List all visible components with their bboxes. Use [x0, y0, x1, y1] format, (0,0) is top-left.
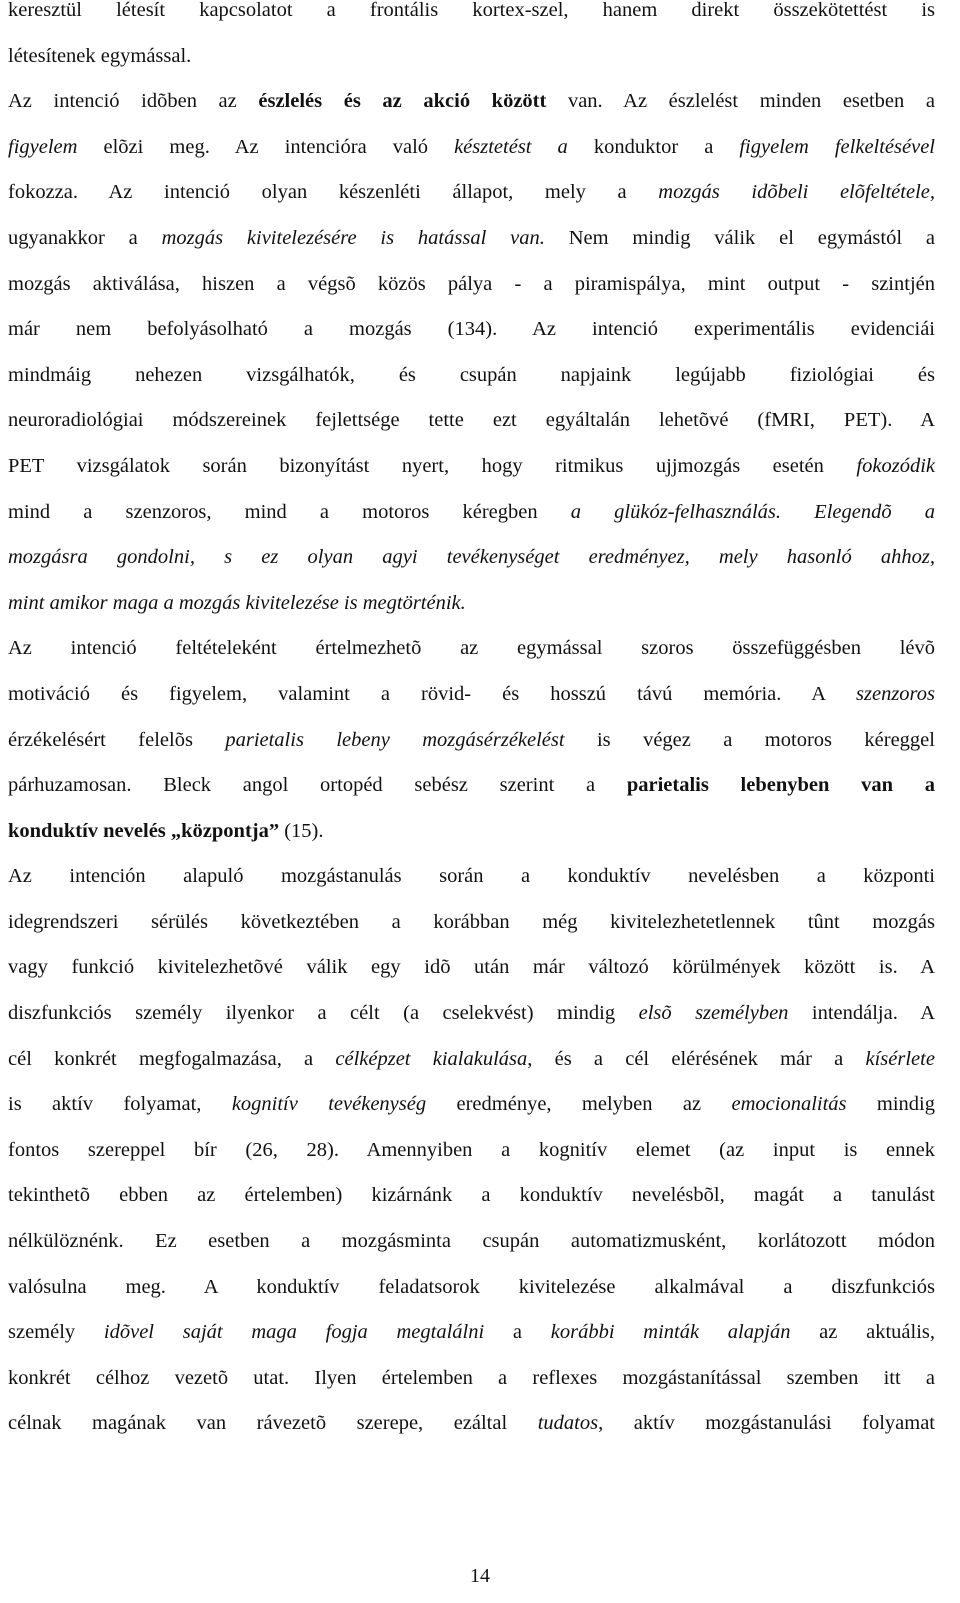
text-line [8, 444, 935, 490]
text-run: Az intención alapuló mozgástanulás során a konduktív nevelésben a központi [8, 865, 935, 888]
text-line [8, 581, 935, 627]
text-run: konduktor a [567, 135, 740, 158]
text-line [8, 1401, 935, 1447]
italic-text: elsõ személyben [638, 1002, 789, 1025]
italic-text: mozgásra gondolni, s ez olyan agyi tevékenységet eredményez, mely hasonló ahhoz, [8, 546, 935, 569]
text-line [8, 34, 935, 80]
text-line [8, 398, 935, 444]
text-line [8, 1219, 935, 1265]
text-run: fontos szereppel bír (26, 28). Amennyiben a kognitív elemet (az input is ennek [8, 1138, 935, 1161]
text-run: neuroradiológiai módszereinek fejlettsége tette ezt egyáltalán lehetõvé (fMRI, PET). A [8, 409, 935, 432]
italic-text: kognitív tevékenység [231, 1093, 427, 1116]
text-line [8, 262, 935, 308]
text-run: az aktuális, [790, 1321, 936, 1344]
text-run: is végez a motoros kéreggel [564, 728, 935, 751]
text-line [8, 0, 935, 34]
text-line [8, 900, 935, 946]
italic-text: figyelem felkeltésével [739, 135, 936, 158]
text-line [8, 809, 935, 855]
text-run: létesítenek egymással. [8, 44, 192, 67]
text-run: intendálja. A [788, 1002, 935, 1025]
italic-text: mint amikor maga a mozgás kivitelezése is megtörténik. [8, 591, 466, 614]
text-run: , aktív mozgástanulási folyamat [598, 1412, 936, 1435]
text-line [8, 1037, 935, 1083]
text-line [8, 79, 935, 125]
italic-text: idõvel saját maga fogja megtalálni [103, 1321, 485, 1344]
italic-text: mozgás kivitelezésére is hatással van. [161, 226, 545, 249]
italic-text: mozgás idõbeli elõfeltétele, [658, 181, 935, 204]
text-run: van. Az észlelést minden esetben a [546, 90, 935, 113]
text-line [8, 535, 935, 581]
text-run: mozgás aktiválása, hiszen a végsõ közös pálya - a piramispálya, mint output - szintjén [8, 272, 935, 295]
italic-text: célképzet kialakulása [335, 1047, 528, 1070]
text-run: személy [8, 1321, 104, 1344]
text-run: is aktív folyamat, [8, 1093, 232, 1116]
bold-text: konduktív nevelés „központja” [8, 819, 280, 842]
text-line [8, 854, 935, 900]
text-line [8, 125, 935, 171]
italic-text: fokozódik [856, 454, 935, 477]
text-line [8, 626, 935, 672]
text-line [8, 1265, 935, 1311]
text-run: (15). [279, 819, 324, 842]
italic-text: kísérlete [865, 1047, 935, 1070]
italic-text: a glükóz-felhasználás. Elegendõ a [570, 500, 935, 523]
italic-text: késztetést a [454, 135, 568, 158]
text-run: idegrendszeri sérülés következtében a korábban még kivitelezhetetlennek tûnt mozgás [8, 910, 935, 933]
text-line [8, 353, 935, 399]
text-run: vagy funkció kivitelezhetõvé válik egy idõ után már változó körülmények között is. A [8, 956, 935, 979]
text-run: keresztül létesít kapcsolatot a frontális kortex-szel, hanem direkt összekötettést is [8, 0, 935, 21]
text-run: eredménye, melyben az [426, 1093, 732, 1116]
text-run: a [484, 1321, 551, 1344]
text-run: ugyanakkor a [8, 226, 162, 249]
text-run: cél konkrét megfogalmazása, a [8, 1047, 336, 1070]
text-run: valósulna meg. A konduktív feladatsorok kivitelezése alkalmával a diszfunkciós [8, 1275, 935, 1298]
text-run: tekinthetõ ebben az értelemben) kizárnánk a konduktív nevelésbõl, magát a tanulást [8, 1184, 935, 1207]
text-line [8, 718, 935, 764]
text-line [8, 1082, 935, 1128]
text-line [8, 763, 935, 809]
text-line [8, 216, 935, 262]
italic-text: korábbi minták alapján [550, 1321, 791, 1344]
text-line [8, 490, 935, 536]
text-line [8, 170, 935, 216]
text-line [8, 1173, 935, 1219]
text-run: célnak magának van rávezetõ szerepe, ezáltal [8, 1412, 538, 1435]
text-run: mindmáig nehezen vizsgálhatók, és csupán napjaink legújabb fiziológiai és [8, 363, 935, 386]
text-run: mindig [846, 1093, 935, 1116]
text-run: konkrét célhoz vezetõ utat. Ilyen értelemben a reflexes mozgástanítással szemben itt a [8, 1366, 935, 1389]
page-number: 14 [470, 1565, 490, 1587]
text-run: Az intenció idõben az [8, 90, 259, 113]
text-line [8, 945, 935, 991]
text-line [8, 672, 935, 718]
bold-text: parietalis lebenyben van a [626, 774, 935, 797]
text-run: érzékelésért felelõs [8, 728, 226, 751]
text-run: , és a cél elérésének már a [527, 1047, 866, 1070]
document-body [8, 0, 935, 1447]
text-run: fokozza. Az intenció olyan készenléti állapot, mely a [8, 181, 659, 204]
text-run: Az intenció feltételeként értelmezhetõ az egymással szoros összefüggésben lévõ [8, 637, 935, 660]
text-run: párhuzamosan. Bleck angol ortopéd sebész szerint a [8, 774, 627, 797]
text-line [8, 1356, 935, 1402]
text-line [8, 991, 935, 1037]
text-line [8, 1128, 935, 1174]
text-run: motiváció és figyelem, valamint a rövid- és hosszú távú memória. A [8, 682, 857, 705]
italic-text: tudatos [537, 1412, 599, 1435]
text-run: elõzi meg. Az intencióra való [77, 135, 455, 158]
text-run: nélkülöznénk. Ez esetben a mozgásminta csupán automatizmusként, korlátozott módon [8, 1230, 935, 1253]
italic-text: szenzoros [856, 682, 935, 705]
text-run: már nem befolyásolható a mozgás (134). Az intenció experimentális evidenciái [8, 318, 935, 341]
text-line [8, 307, 935, 353]
text-line [8, 1310, 935, 1356]
italic-text: figyelem [8, 135, 78, 158]
text-run: Nem mindig válik el egymástól a [544, 226, 935, 249]
bold-text: észlelés és az akció között [258, 90, 547, 113]
text-run: diszfunkciós személy ilyenkor a célt (a cselekvést) mindig [8, 1002, 639, 1025]
italic-text: parietalis lebeny mozgásérzékelést [225, 728, 565, 751]
text-run: mind a szenzoros, mind a motoros kéregben [8, 500, 571, 523]
text-run: PET vizsgálatok során bizonyítást nyert, hogy ritmikus ujjmozgás esetén [8, 454, 857, 477]
italic-text: emocionalitás [731, 1093, 847, 1116]
